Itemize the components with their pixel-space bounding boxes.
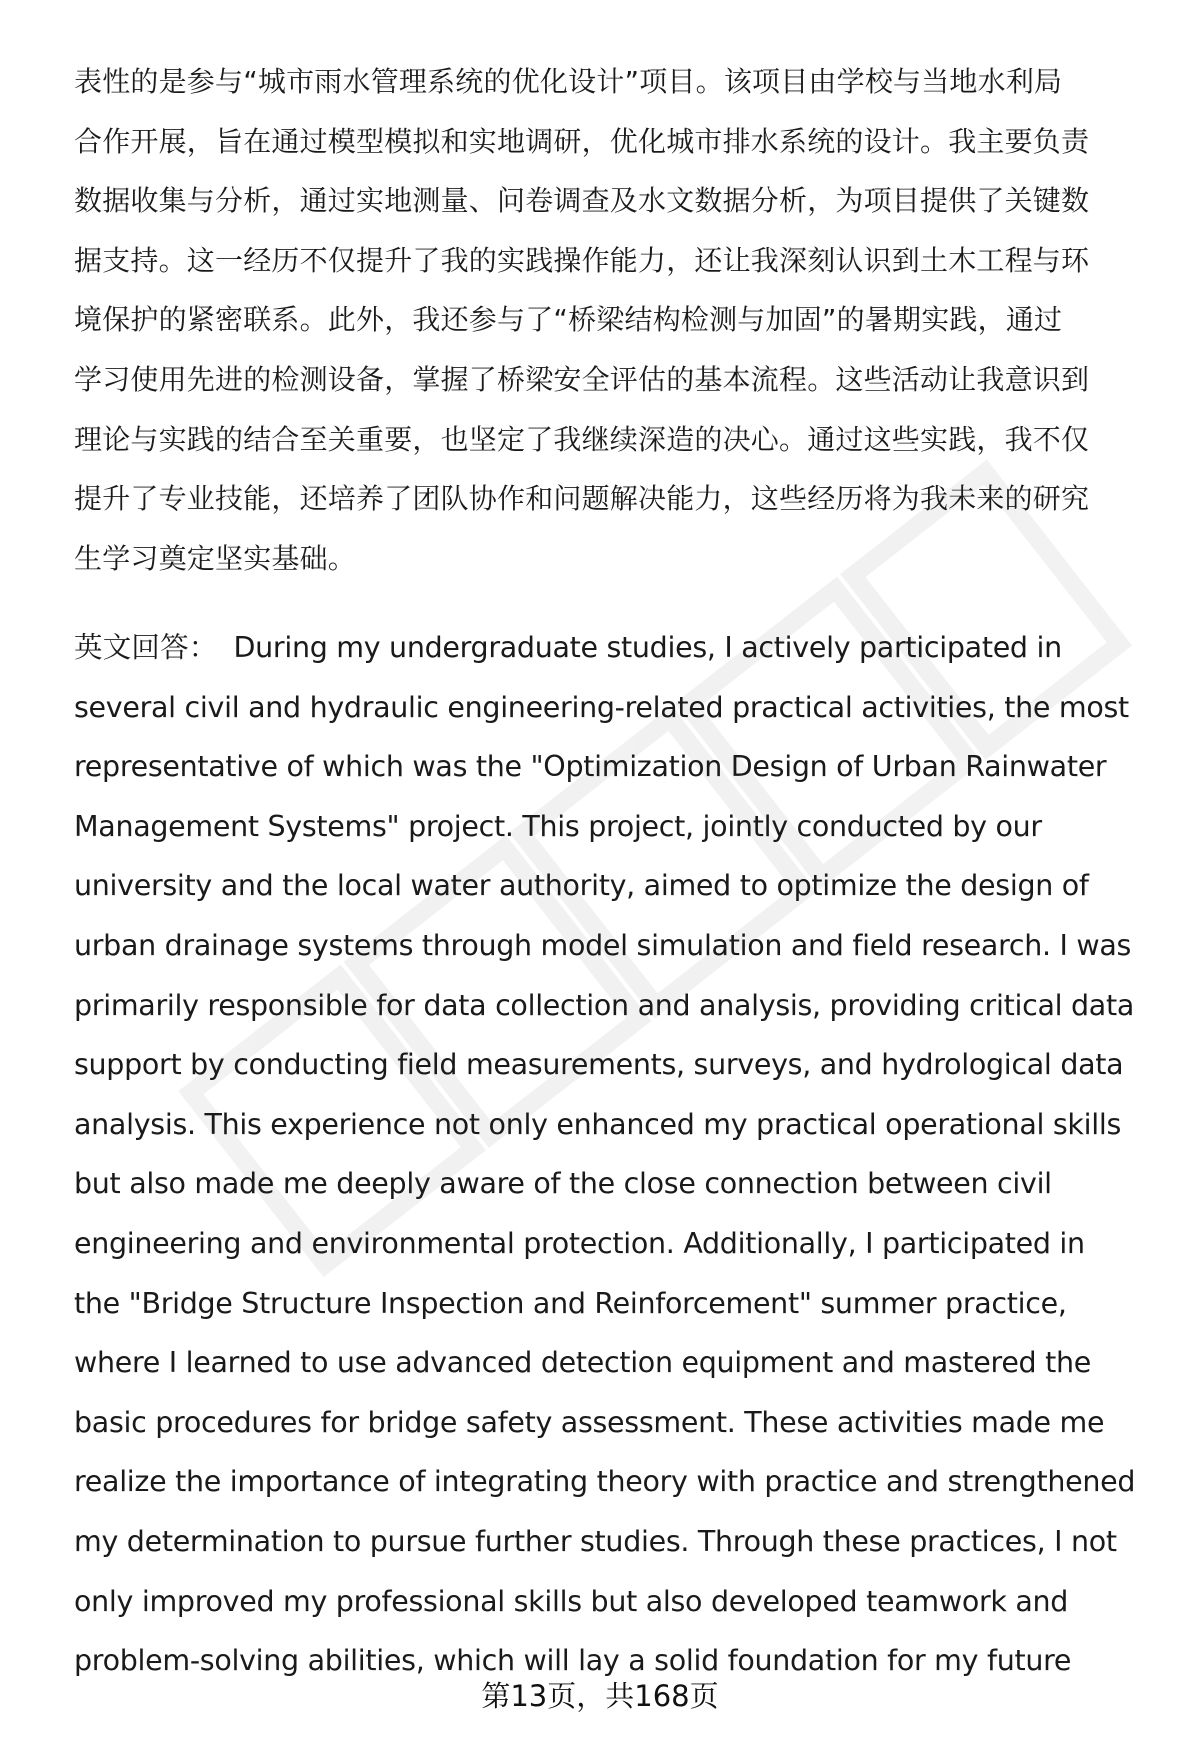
en-line: only improved my professional skills but also developed teamwork and	[74, 1584, 1069, 1618]
cn-line: 境保护的紧密联系。此外，我还参与了“桥梁结构检测与加固”的暑期实践，通过	[74, 303, 1063, 337]
cn-line: 学习使用先进的检测设备，掌握了桥梁安全评估的基本流程。这些活动让我意识到	[74, 362, 1090, 396]
en-line: where I learned to use advanced detection equipment and mastered the	[74, 1346, 1091, 1380]
en-line: Management Systems" project. This project, jointly conducted by our	[74, 809, 1042, 843]
en-line-first-text: During my undergraduate studies, I actively participated in	[233, 631, 1062, 664]
en-line: problem-solving abilities, which will lay a solid foundation for my future	[74, 1644, 1072, 1678]
en-line: representative of which was the "Optimization Design of Urban Rainwater	[74, 750, 1107, 784]
cn-line: 表性的是参与“城市雨水管理系统的优化设计”项目。该项目由学校与当地水利局	[74, 65, 1063, 98]
en-line: my determination to pursue further studies. Through these practices, I not	[74, 1524, 1117, 1558]
cn-line: 提升了专业技能，还培养了团队协作和问题解决能力，这些经历将为我未来的研究	[74, 482, 1090, 516]
chinese-answer-paragraph	[74, 52, 1164, 588]
cn-line: 理论与实践的结合至关重要，也坚定了我继续深造的决心。通过这些实践，我不仅	[74, 422, 1090, 456]
en-line: basic procedures for bridge safety assessment. These activities made me	[74, 1405, 1105, 1439]
en-line: realize the importance of integrating theory with practice and strengthened	[74, 1465, 1136, 1499]
en-line: the "Bridge Structure Inspection and Reinforcement" summer practice,	[74, 1286, 1067, 1320]
page-indicator: 第13页，共168页	[481, 1679, 719, 1713]
cn-line: 据支持。这一经历不仅提升了我的实践操作能力，还让我深刻认识到土木工程与环	[74, 243, 1090, 277]
en-line: several civil and hydraulic engineering-related practical activities, the most	[74, 690, 1129, 724]
english-answer-paragraph	[74, 618, 1164, 1691]
english-answer-label: 英文回答：	[74, 631, 218, 664]
en-line: engineering and environmental protection. Additionally, I participated in	[74, 1226, 1085, 1260]
en-line: but also made me deeply aware of the close connection between civil	[74, 1167, 1052, 1201]
en-line: primarily responsible for data collection and analysis, providing critical data	[74, 988, 1134, 1022]
en-line: urban drainage systems through model simulation and field research. I was	[74, 928, 1132, 962]
en-line: analysis. This experience not only enhanced my practical operational skills	[74, 1107, 1122, 1141]
cn-line: 生学习奠定坚实基础。	[74, 541, 357, 575]
cn-line: 数据收集与分析，通过实地测量、问卷调查及水文数据分析，为项目提供了关键数	[74, 184, 1090, 218]
cn-line: 合作开展，旨在通过模型模拟和实地调研，优化城市排水系统的设计。我主要负责	[74, 124, 1090, 158]
en-line-first	[74, 618, 1164, 678]
en-line: university and the local water authority, aimed to optimize the design of	[74, 869, 1089, 903]
en-line: support by conducting field measurements, surveys, and hydrological data	[74, 1048, 1124, 1082]
